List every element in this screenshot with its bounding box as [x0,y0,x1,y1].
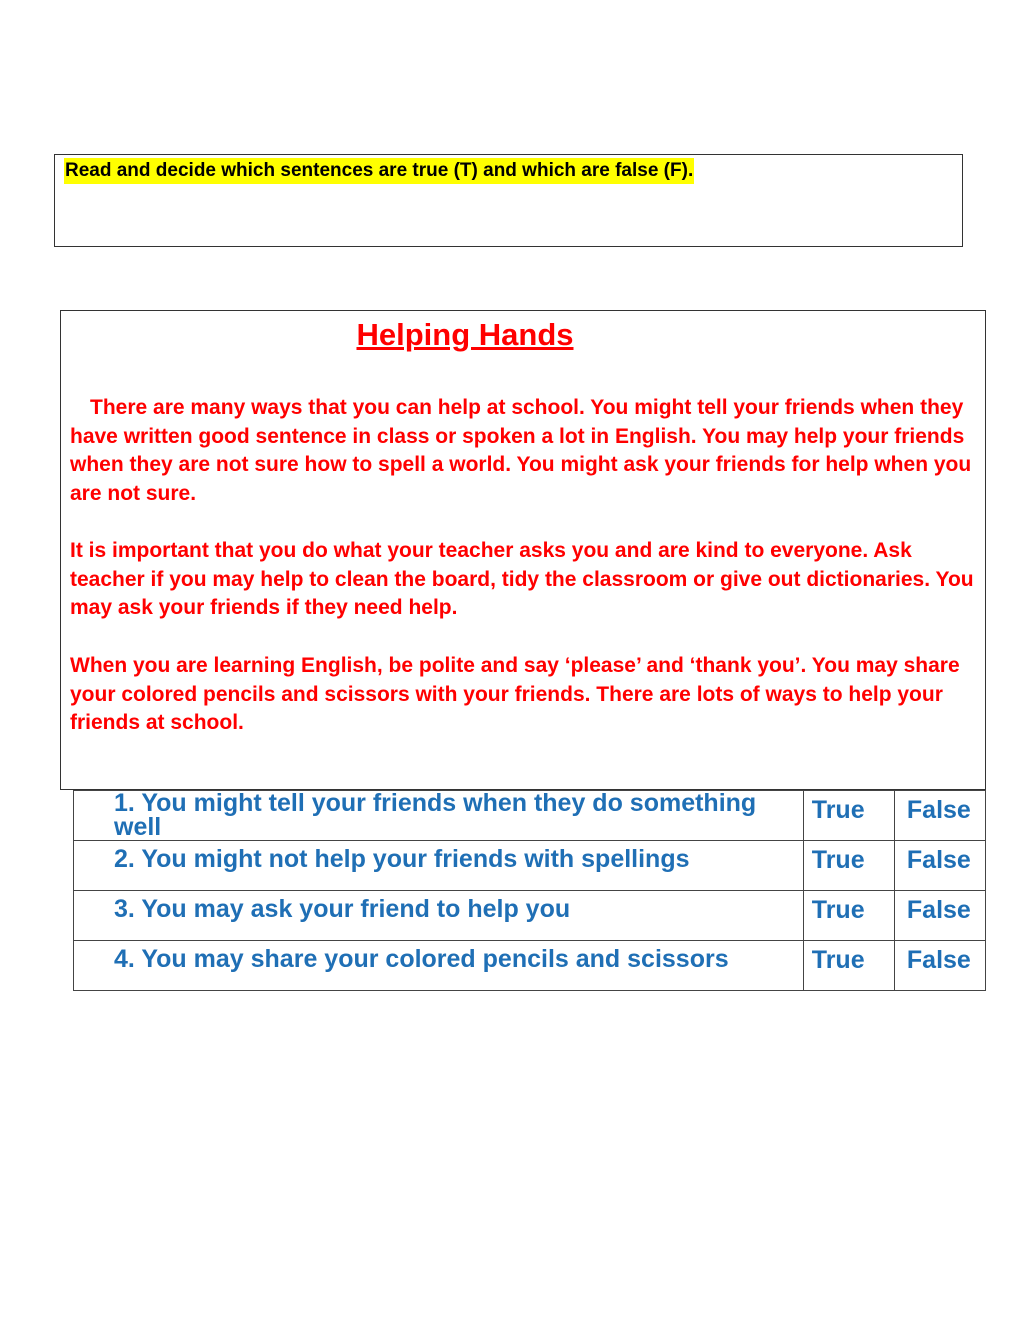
true-option-1[interactable] [803,791,894,841]
true-option-4[interactable] [803,941,894,991]
question-statement-cell [74,841,804,891]
true-label-4: True [811,946,865,974]
question-statement-1: 1. You might tell your friends when they do something well [114,789,757,841]
question-statement-2: 2. You might not help your friends with spellings [114,845,690,873]
true-option-2[interactable] [803,841,894,891]
true-label-3: True [811,896,865,924]
question-row-1 [74,791,986,841]
question-statement-4: 4. You may share your colored pencils and scissors [114,945,729,973]
false-label-2: False [906,846,971,874]
passage-paragraph-1: There are many ways that you can help at school. You might tell your friends when they have written good sentence in class or spoken a lot in English. You may help your friends when they are not sure how to spell a world. You might ask your friends for help when you are not sure. [70,396,972,506]
false-option-1[interactable] [894,791,985,841]
question-statement-3: 3. You may ask your friend to help you [114,895,571,923]
passage-title: Helping Hands [356,317,574,352]
instruction-box [54,154,963,247]
false-label-1: False [906,796,971,824]
false-label-3: False [906,896,971,924]
passage-paragraph-3: When you are learning English, be polite and say ‘please’ and ‘thank you’. You may share your colored pencils and scissors with your friends. There are lots of ways to help your friends at school. [70,654,960,735]
instruction-text: Read and decide which sentences are true (T) and which are false (F). [64,158,694,184]
false-label-4: False [906,946,971,974]
question-statement-cell [74,941,804,991]
true-label-2: True [811,846,865,874]
false-option-3[interactable] [894,891,985,941]
question-statement-cell [74,891,804,941]
true-false-table [73,790,986,991]
false-option-4[interactable] [894,941,985,991]
question-row-4 [74,941,986,991]
true-label-1: True [811,796,865,824]
question-row-2 [74,841,986,891]
question-statement-cell [74,791,804,841]
passage-paragraph-2: It is important that you do what your teacher asks you and are kind to everyone. Ask teacher if you may help to clean the board, tidy the classroom or give out dictionaries. You may ask your friends if they need help. [70,539,974,620]
question-row-3 [74,891,986,941]
reading-passage [60,310,986,790]
false-option-2[interactable] [894,841,985,891]
true-option-3[interactable] [803,891,894,941]
